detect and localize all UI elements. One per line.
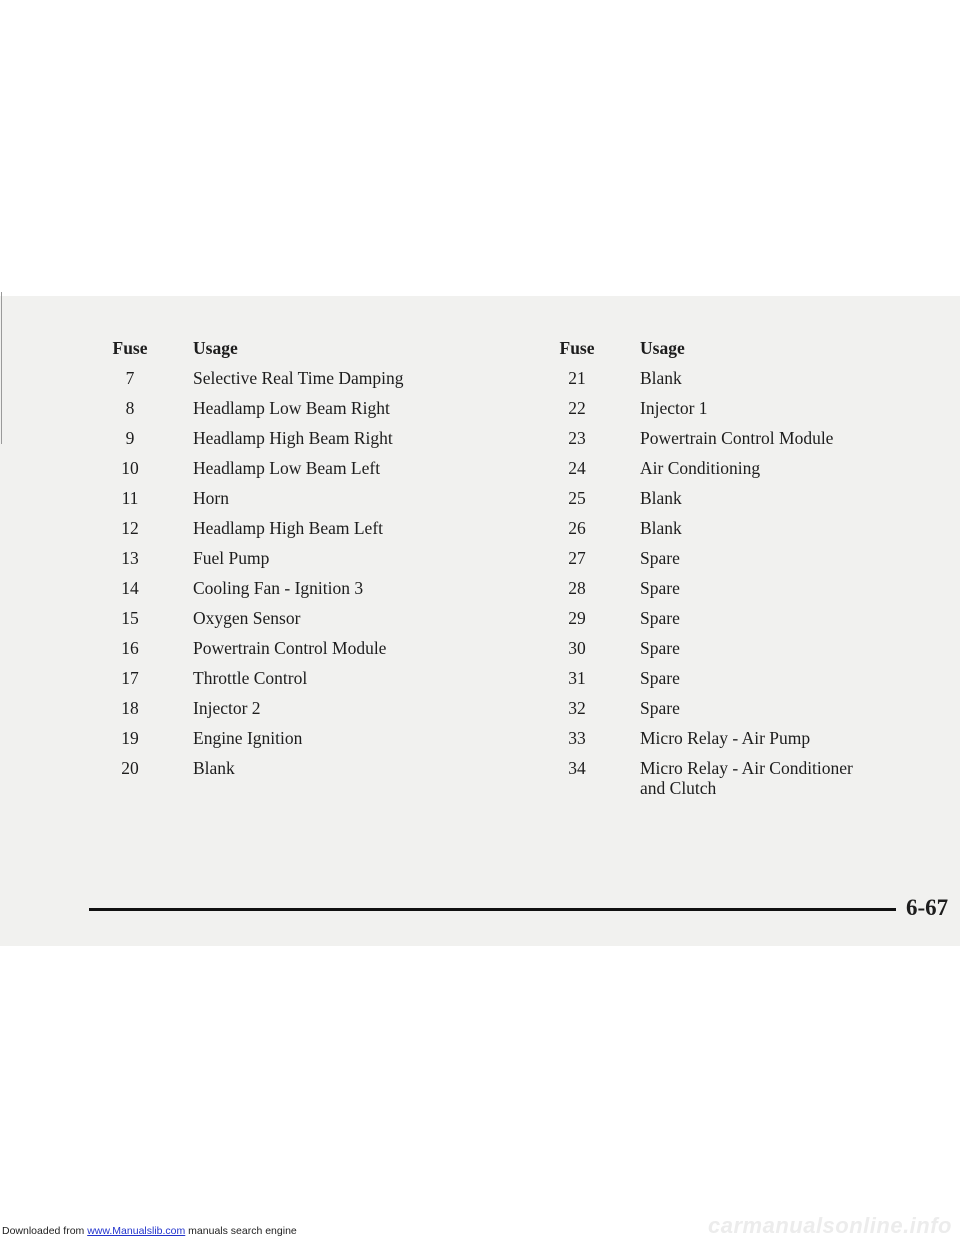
table-header [547, 333, 853, 363]
fuse-usage: Oxygen Sensor [193, 608, 301, 628]
fuse-number: 12 [121, 518, 139, 538]
download-suffix: manuals search engine [185, 1225, 297, 1237]
fuse-number: 27 [568, 548, 586, 568]
usage-column-header: Usage [193, 338, 238, 358]
fuse-usage: Blank [640, 518, 682, 538]
table-row [100, 693, 403, 723]
table-row [547, 663, 853, 693]
fuse-number: 25 [568, 488, 586, 508]
fuse-number: 17 [121, 668, 139, 688]
fuse-table-right [547, 333, 853, 798]
fuse-number: 31 [568, 668, 586, 688]
fuse-usage [607, 758, 853, 798]
fuse-usage: Horn [193, 488, 229, 508]
binding-line [1, 292, 2, 444]
fuse-number: 14 [121, 578, 139, 598]
table-row [547, 753, 853, 798]
fuse-number: 33 [568, 728, 586, 748]
fuse-number: 18 [121, 698, 139, 718]
fuse-usage: Blank [640, 488, 682, 508]
fuse-usage-line-2: and Clutch [640, 778, 717, 798]
table-row [100, 543, 403, 573]
fuse-usage: Spare [640, 578, 680, 598]
fuse-number: 16 [121, 638, 139, 658]
page-number: 6-67 [906, 895, 949, 920]
table-row [100, 633, 403, 663]
table-row [547, 423, 853, 453]
table-row [100, 723, 403, 753]
table-row [100, 573, 403, 603]
fuse-number: 21 [568, 368, 586, 388]
fuse-number: 26 [568, 518, 586, 538]
table-row [100, 663, 403, 693]
fuse-number: 29 [568, 608, 586, 628]
fuse-usage: Air Conditioning [640, 458, 761, 478]
fuse-usage: Injector 1 [640, 398, 708, 418]
table-row [547, 603, 853, 633]
table-header [100, 333, 403, 363]
table-row [100, 393, 403, 423]
fuse-number: 7 [125, 368, 135, 388]
fuse-usage: Spare [640, 668, 680, 688]
table-row [547, 453, 853, 483]
fuse-usage: Headlamp Low Beam Left [193, 458, 381, 478]
footer-rule [89, 908, 896, 911]
fuse-usage: Selective Real Time Damping [193, 368, 404, 388]
fuse-number: 20 [121, 758, 139, 778]
table-row [100, 603, 403, 633]
fuse-usage: Blank [640, 368, 682, 388]
fuse-number: 30 [568, 638, 586, 658]
table-row [100, 753, 403, 783]
download-prefix: Downloaded from [2, 1225, 88, 1237]
fuse-usage: Spare [640, 698, 680, 718]
manualslib-link[interactable]: www.Manualslib.com [87, 1225, 186, 1237]
fuse-number: 19 [121, 728, 139, 748]
fuse-usage: Engine Ignition [193, 728, 303, 748]
table-row [547, 693, 853, 723]
fuse-usage: Spare [640, 548, 680, 568]
table-row [547, 543, 853, 573]
table-row [547, 573, 853, 603]
fuse-usage: Throttle Control [193, 668, 308, 688]
fuse-usage: Blank [193, 758, 235, 778]
fuse-number: 32 [568, 698, 586, 718]
fuse-number: 34 [568, 758, 586, 778]
download-footer [2, 1225, 297, 1237]
fuse-number: 9 [125, 428, 135, 448]
fuse-table-left [100, 333, 403, 783]
fuse-number: 22 [568, 398, 586, 418]
fuse-number: 23 [568, 428, 586, 448]
fuse-column-header: Fuse [112, 338, 148, 358]
watermark: carmanualsonline.info [708, 1213, 952, 1238]
fuse-usage: Powertrain Control Module [193, 638, 387, 658]
usage-column-header: Usage [640, 338, 685, 358]
table-row [100, 513, 403, 543]
fuse-usage: Headlamp Low Beam Right [193, 398, 390, 418]
fuse-number: 11 [121, 488, 139, 508]
fuse-number: 24 [568, 458, 586, 478]
fuse-number: 13 [121, 548, 139, 568]
table-row [547, 483, 853, 513]
table-row [100, 483, 403, 513]
fuse-usage: Fuel Pump [193, 548, 270, 568]
fuse-usage: Spare [640, 608, 680, 628]
table-row [547, 633, 853, 663]
fuse-number: 8 [125, 398, 135, 418]
fuse-usage: Headlamp High Beam Left [193, 518, 384, 538]
fuse-usage: Powertrain Control Module [640, 428, 834, 448]
fuse-column-header: Fuse [559, 338, 595, 358]
table-row [547, 723, 853, 753]
fuse-usage: Micro Relay - Air Pump [640, 728, 811, 748]
fuse-number: 10 [121, 458, 139, 478]
table-row [100, 423, 403, 453]
table-row [547, 513, 853, 543]
table-row [547, 393, 853, 423]
fuse-number: 28 [568, 578, 586, 598]
fuse-number: 15 [121, 608, 139, 628]
fuse-usage: Headlamp High Beam Right [193, 428, 393, 448]
fuse-usage: Cooling Fan - Ignition 3 [193, 578, 364, 598]
table-row [100, 453, 403, 483]
fuse-usage: Spare [640, 638, 680, 658]
fuse-usage-line-1: Micro Relay - Air Conditioner [640, 758, 853, 778]
fuse-usage: Injector 2 [193, 698, 261, 718]
table-row [100, 363, 403, 393]
table-row [547, 363, 853, 393]
